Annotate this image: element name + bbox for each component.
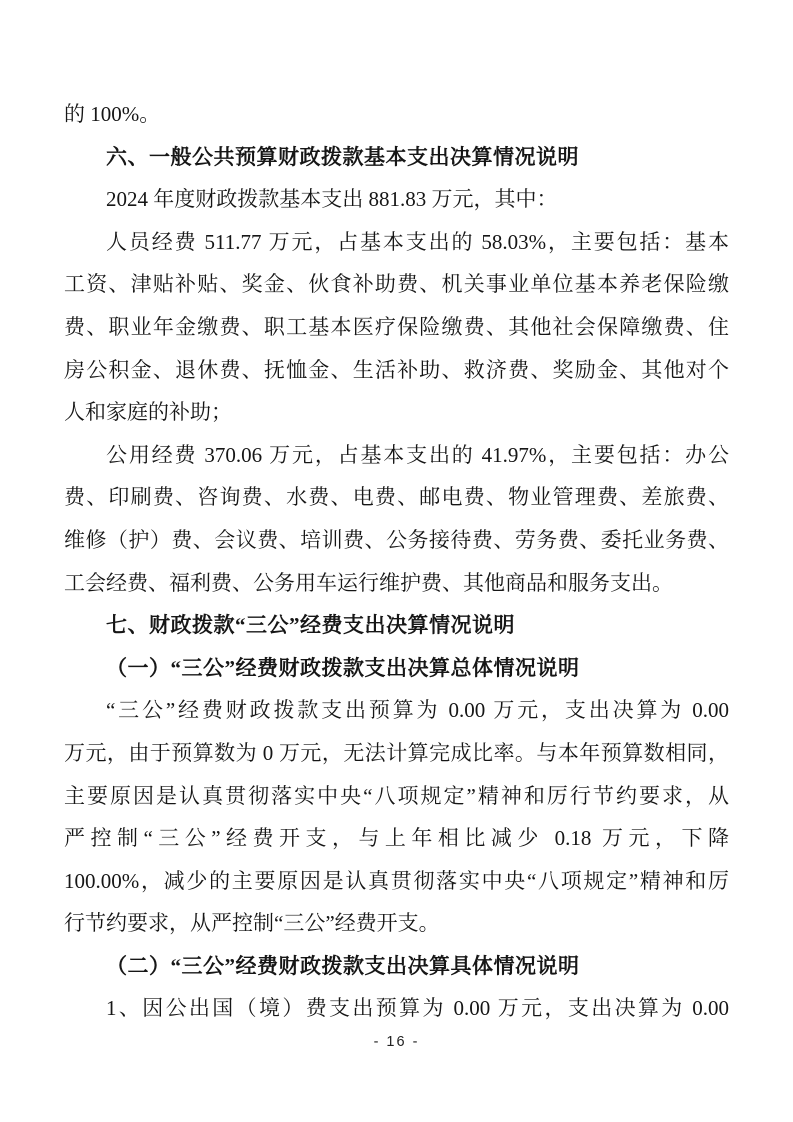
- body-line: 行节约要求，从严控制“三公”经费开支。: [64, 911, 440, 936]
- body-line: 100.00%，减少的主要原因是认真贯彻落实中央“八项规定”精神和厉: [64, 868, 729, 893]
- heading-line: 七、财政拨款“三公”经费支出决算情况说明: [106, 613, 515, 638]
- body-line: 人员经费 511.77 万元，占基本支出的 58.03%，主要包括：基本: [106, 229, 729, 254]
- body-line: 1、因公出国（境）费支出预算为 0.00 万元，支出决算为 0.00: [106, 996, 729, 1021]
- heading-line: （二）“三公”经费财政拨款支出决算具体情况说明: [106, 953, 580, 978]
- body-line: 工资、津贴补贴、奖金、伙食补助费、机关事业单位基本养老保险缴: [64, 272, 729, 297]
- body-line: 人和家庭的补助；: [64, 400, 232, 425]
- page-number: - 16 -: [373, 1034, 420, 1050]
- body-line: 万元，由于预算数为 0 万元，无法计算完成比率。与本年预算数相同，: [64, 740, 729, 765]
- document-body: [64, 93, 729, 1030]
- body-line: 房公积金、退休费、抚恤金、生活补助、救济费、奖励金、其他对个: [64, 357, 729, 382]
- body-line: 维修（护）费、会议费、培训费、公务接待费、劳务费、委托业务费、: [64, 527, 729, 552]
- body-line: 2024 年度财政拨款基本支出 881.83 万元，其中：: [106, 187, 558, 212]
- body-line: 主要原因是认真贯彻落实中央“八项规定”精神和厉行节约要求，从: [64, 783, 729, 808]
- heading-line: （一）“三公”经费财政拨款支出决算总体情况说明: [106, 655, 580, 680]
- body-line: 公用经费 370.06 万元，占基本支出的 41.97%，主要包括：办公: [106, 442, 729, 467]
- body-line: 费、职业年金缴费、职工基本医疗保险缴费、其他社会保障缴费、住: [64, 314, 729, 339]
- body-line: 的 100%。: [64, 102, 161, 126]
- heading-line: 六、一般公共预算财政拨款基本支出决算情况说明: [106, 144, 579, 169]
- body-line: 费、印刷费、咨询费、水费、电费、邮电费、物业管理费、差旅费、: [64, 485, 729, 510]
- body-line: 严控制“三公”经费开支，与上年相比减少 0.18 万元，下降: [64, 826, 729, 851]
- body-line: 工会经费、福利费、公务用车运行维护费、其他商品和服务支出。: [64, 570, 673, 595]
- body-line: “三公”经费财政拨款支出预算为 0.00 万元，支出决算为 0.00: [106, 698, 729, 723]
